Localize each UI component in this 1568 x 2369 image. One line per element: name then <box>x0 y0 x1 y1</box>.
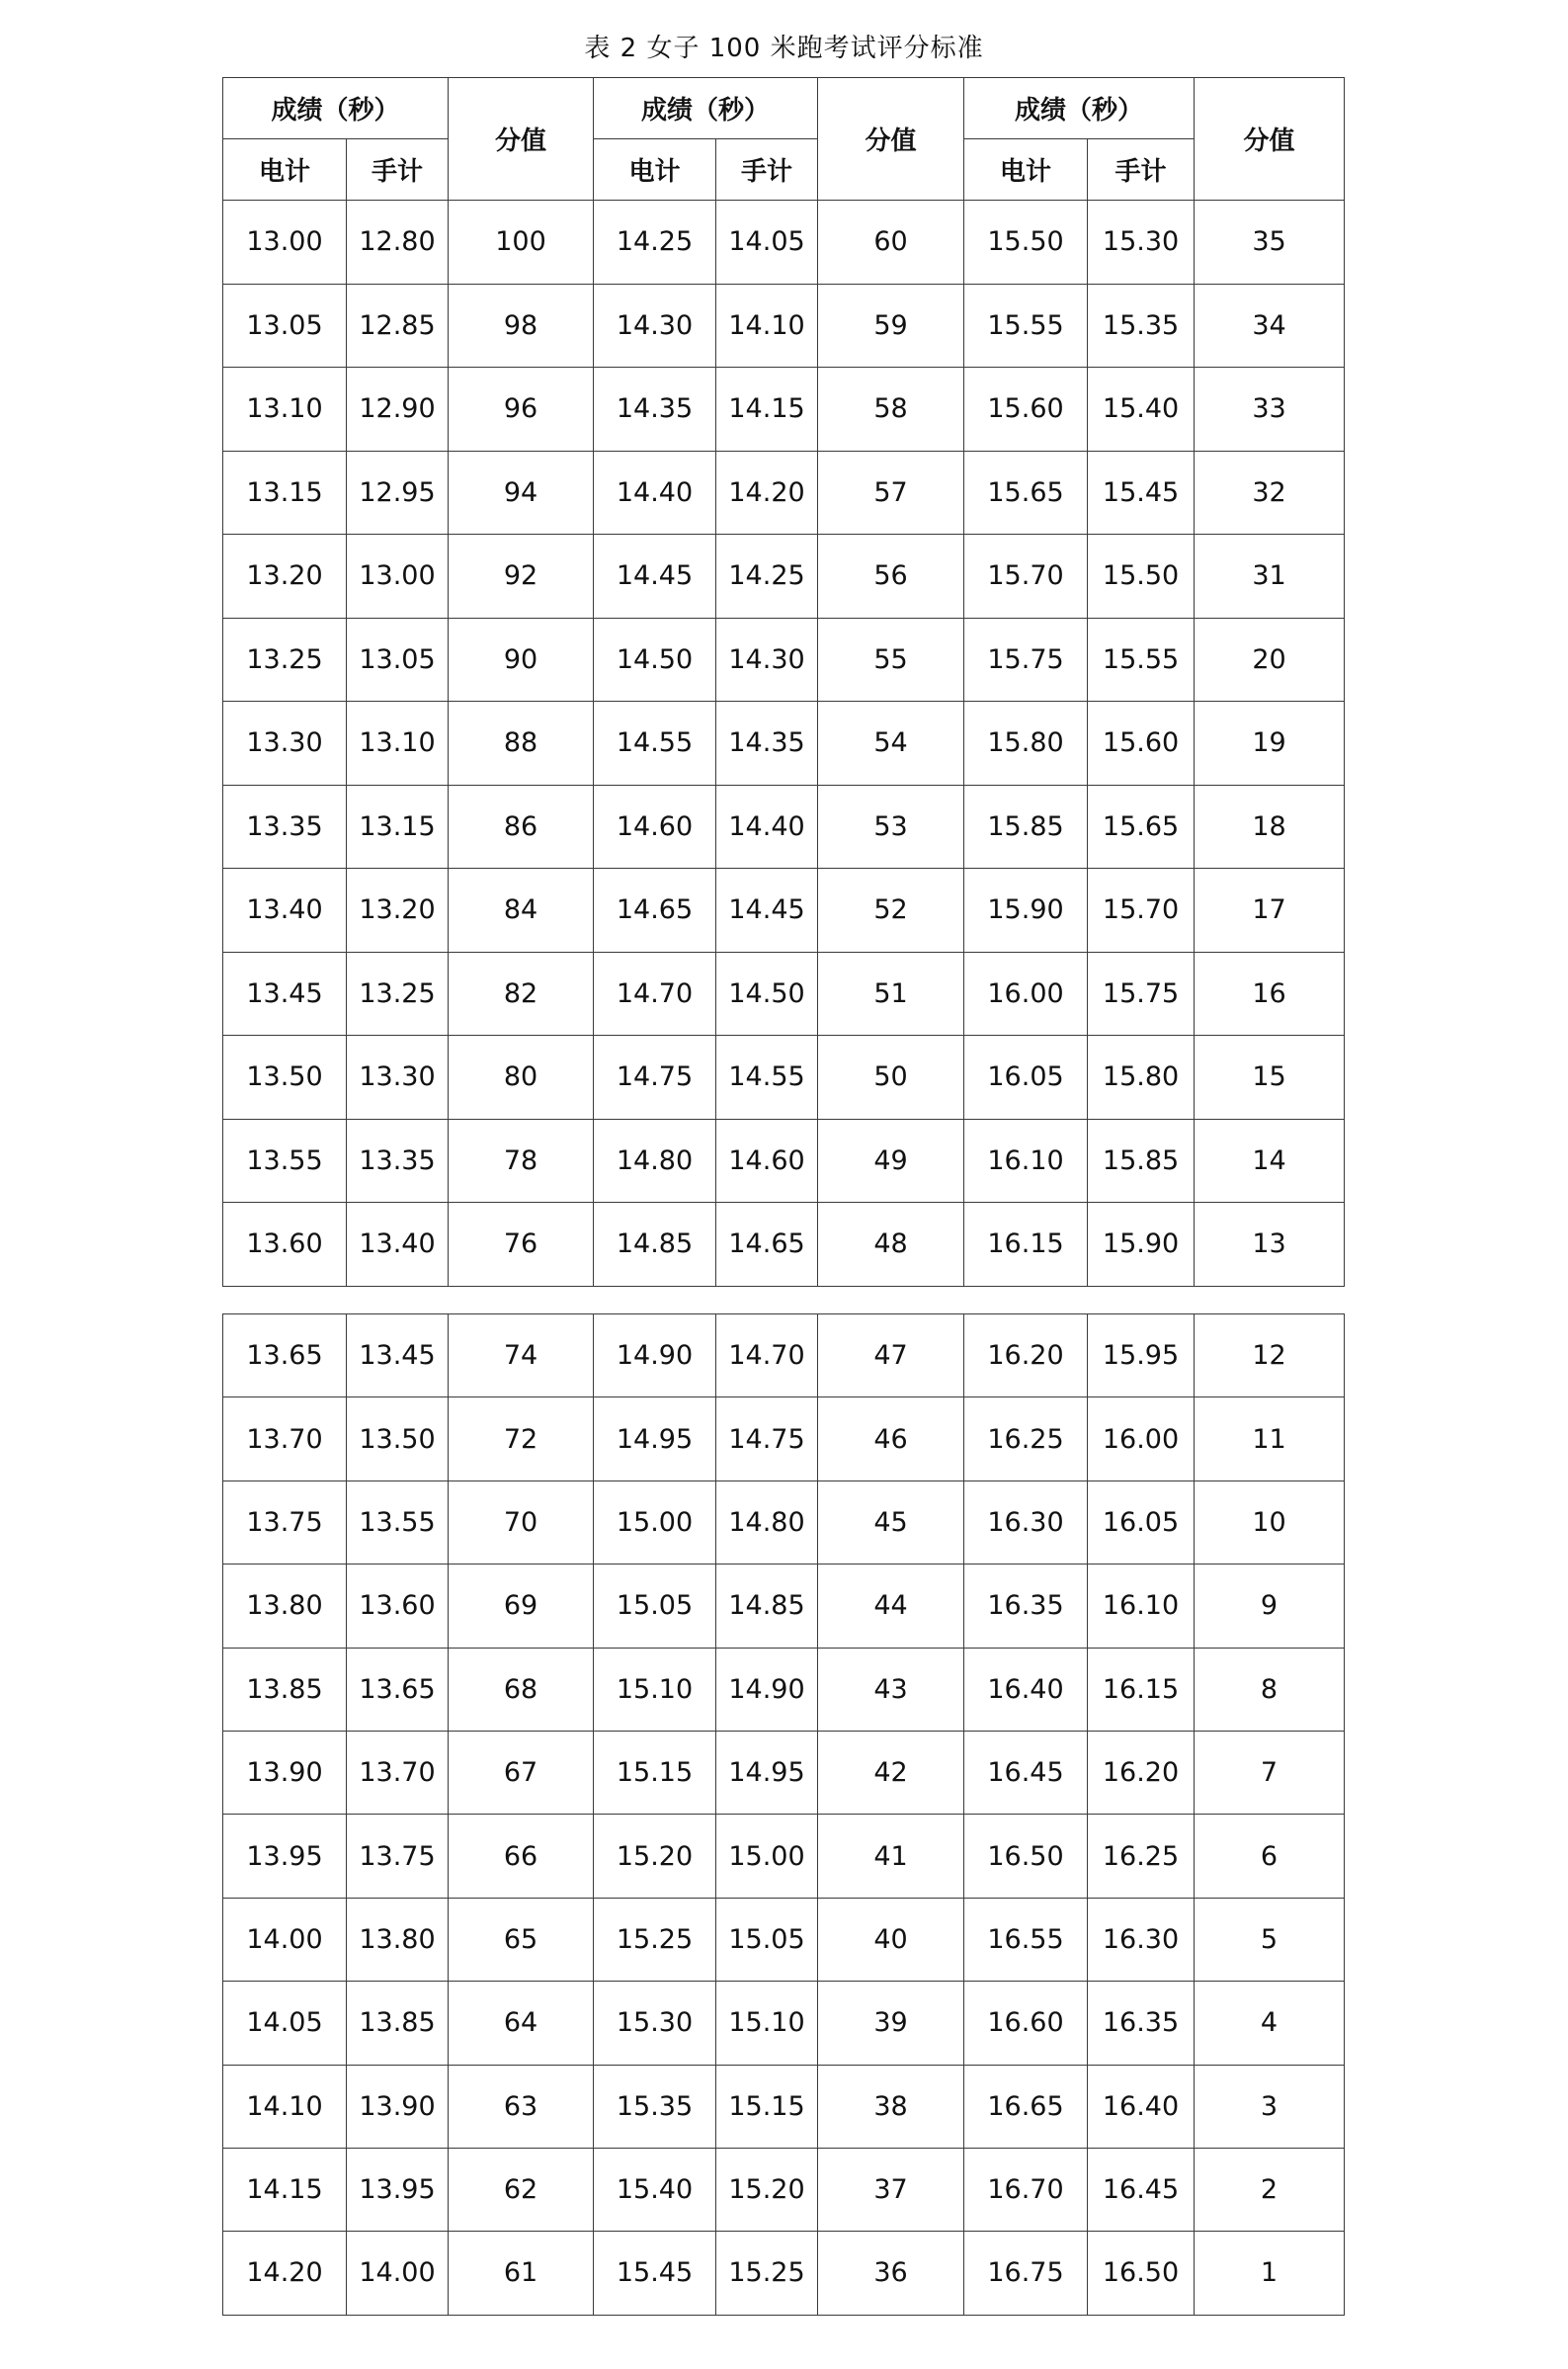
score-cell: 100 <box>449 201 594 285</box>
score-cell: 39 <box>818 1982 964 2065</box>
score-cell: 69 <box>449 1565 594 1648</box>
manual-time-cell: 15.65 <box>1088 785 1195 869</box>
manual-time-cell: 14.20 <box>716 451 818 535</box>
score-header: 分值 <box>818 78 964 201</box>
table-row <box>223 1731 1345 1814</box>
electronic-time-cell: 14.85 <box>594 1203 716 1287</box>
score-cell: 70 <box>449 1481 594 1564</box>
score-cell: 38 <box>818 2065 964 2148</box>
score-cell: 62 <box>449 2148 594 2231</box>
electronic-time-cell: 14.80 <box>594 1119 716 1203</box>
electronic-time-cell: 14.05 <box>223 1982 347 2065</box>
table-row <box>223 1481 1345 1564</box>
table-title: 表 2 女子 100 米跑考试评分标准 <box>584 34 984 63</box>
table-row <box>223 1898 1345 1981</box>
score-cell: 11 <box>1195 1397 1345 1481</box>
electronic-time-cell: 13.15 <box>223 451 347 535</box>
manual-time-cell: 16.30 <box>1088 1898 1195 1981</box>
manual-time-cell: 15.70 <box>1088 869 1195 953</box>
electronic-time-cell: 16.45 <box>964 1731 1088 1814</box>
manual-time-cell: 14.35 <box>716 702 818 786</box>
manual-time-cell: 13.25 <box>347 952 449 1036</box>
score-cell: 58 <box>818 368 964 452</box>
electronic-time-cell: 14.65 <box>594 869 716 953</box>
electronic-time-cell: 13.55 <box>223 1119 347 1203</box>
manual-time-cell: 15.85 <box>1088 1119 1195 1203</box>
electronic-time-cell: 16.75 <box>964 2232 1088 2315</box>
manual-time-cell: 13.30 <box>347 1036 449 1120</box>
score-cell: 19 <box>1195 702 1345 786</box>
score-cell: 32 <box>1195 451 1345 535</box>
electronic-time-cell: 13.75 <box>223 1481 347 1564</box>
score-header: 分值 <box>1195 78 1345 201</box>
electronic-time-cell: 14.60 <box>594 785 716 869</box>
score-cell: 4 <box>1195 1982 1345 2065</box>
table-row <box>223 1203 1345 1287</box>
table-row <box>223 952 1345 1036</box>
manual-time-cell: 14.60 <box>716 1119 818 1203</box>
manual-time-cell: 13.65 <box>347 1648 449 1731</box>
electronic-time-cell: 16.00 <box>964 952 1088 1036</box>
manual-time-cell: 12.95 <box>347 451 449 535</box>
score-cell: 84 <box>449 869 594 953</box>
score-cell: 88 <box>449 702 594 786</box>
electronic-time-cell: 13.35 <box>223 785 347 869</box>
electronic-time-cell: 15.10 <box>594 1648 716 1731</box>
electronic-time-cell: 14.30 <box>594 284 716 368</box>
score-table-top <box>222 77 1345 1287</box>
table-row <box>223 451 1345 535</box>
table-row <box>223 1119 1345 1203</box>
manual-time-cell: 13.15 <box>347 785 449 869</box>
score-cell: 64 <box>449 1982 594 2065</box>
table-row <box>223 1648 1345 1731</box>
score-cell: 34 <box>1195 284 1345 368</box>
manual-time-cell: 15.95 <box>1088 1314 1195 1397</box>
electronic-time-cell: 13.30 <box>223 702 347 786</box>
manual-time-cell: 16.50 <box>1088 2232 1195 2315</box>
electronic-time-cell: 15.20 <box>594 1815 716 1898</box>
score-cell: 15 <box>1195 1036 1345 1120</box>
manual-time-cell: 14.50 <box>716 952 818 1036</box>
score-cell: 33 <box>1195 368 1345 452</box>
electronic-time-cell: 16.05 <box>964 1036 1088 1120</box>
score-cell: 31 <box>1195 535 1345 619</box>
score-cell: 51 <box>818 952 964 1036</box>
electronic-time-cell: 13.80 <box>223 1565 347 1648</box>
score-cell: 20 <box>1195 618 1345 702</box>
manual-time-cell: 15.35 <box>1088 284 1195 368</box>
score-cell: 45 <box>818 1481 964 1564</box>
manual-time-header: 手计 <box>347 139 449 201</box>
manual-time-cell: 16.45 <box>1088 2148 1195 2231</box>
score-cell: 18 <box>1195 785 1345 869</box>
manual-time-cell: 14.70 <box>716 1314 818 1397</box>
electronic-time-cell: 15.30 <box>594 1982 716 2065</box>
result-header: 成绩（秒） <box>223 78 449 139</box>
electronic-time-cell: 13.95 <box>223 1815 347 1898</box>
score-cell: 44 <box>818 1565 964 1648</box>
manual-time-header: 手计 <box>716 139 818 201</box>
electronic-time-cell: 15.70 <box>964 535 1088 619</box>
score-cell: 10 <box>1195 1481 1345 1564</box>
manual-time-cell: 15.25 <box>716 2232 818 2315</box>
manual-time-cell: 15.75 <box>1088 952 1195 1036</box>
electronic-time-cell: 16.50 <box>964 1815 1088 1898</box>
score-cell: 76 <box>449 1203 594 1287</box>
score-cell: 17 <box>1195 869 1345 953</box>
electronic-time-cell: 14.90 <box>594 1314 716 1397</box>
electronic-time-cell: 16.70 <box>964 2148 1088 2231</box>
score-cell: 16 <box>1195 952 1345 1036</box>
electronic-time-cell: 13.10 <box>223 368 347 452</box>
electronic-time-header: 电计 <box>964 139 1088 201</box>
score-cell: 94 <box>449 451 594 535</box>
manual-time-cell: 15.10 <box>716 1982 818 2065</box>
manual-time-cell: 14.00 <box>347 2232 449 2315</box>
electronic-time-cell: 13.50 <box>223 1036 347 1120</box>
table-row <box>223 702 1345 786</box>
electronic-time-cell: 16.10 <box>964 1119 1088 1203</box>
manual-time-cell: 14.65 <box>716 1203 818 1287</box>
manual-time-cell: 12.80 <box>347 201 449 285</box>
electronic-time-cell: 15.80 <box>964 702 1088 786</box>
manual-time-cell: 13.95 <box>347 2148 449 2231</box>
manual-time-cell: 15.50 <box>1088 535 1195 619</box>
electronic-time-cell: 15.90 <box>964 869 1088 953</box>
score-cell: 90 <box>449 618 594 702</box>
manual-time-cell: 14.75 <box>716 1397 818 1481</box>
manual-time-cell: 14.95 <box>716 1731 818 1814</box>
electronic-time-cell: 15.60 <box>964 368 1088 452</box>
score-cell: 42 <box>818 1731 964 1814</box>
electronic-time-header: 电计 <box>594 139 716 201</box>
electronic-time-cell: 15.65 <box>964 451 1088 535</box>
score-cell: 78 <box>449 1119 594 1203</box>
manual-time-cell: 15.30 <box>1088 201 1195 285</box>
table-row <box>223 1565 1345 1648</box>
score-cell: 1 <box>1195 2232 1345 2315</box>
manual-time-cell: 14.55 <box>716 1036 818 1120</box>
score-cell: 2 <box>1195 2148 1345 2231</box>
score-cell: 14 <box>1195 1119 1345 1203</box>
score-cell: 57 <box>818 451 964 535</box>
electronic-time-cell: 15.00 <box>594 1481 716 1564</box>
table-row <box>223 2232 1345 2315</box>
score-cell: 12 <box>1195 1314 1345 1397</box>
manual-time-cell: 16.40 <box>1088 2065 1195 2148</box>
electronic-time-cell: 14.50 <box>594 618 716 702</box>
table-row <box>223 1314 1345 1397</box>
electronic-time-cell: 13.60 <box>223 1203 347 1287</box>
score-cell: 72 <box>449 1397 594 1481</box>
manual-time-cell: 12.90 <box>347 368 449 452</box>
score-cell: 37 <box>818 2148 964 2231</box>
table-row <box>223 785 1345 869</box>
manual-time-cell: 13.85 <box>347 1982 449 2065</box>
electronic-time-cell: 16.25 <box>964 1397 1088 1481</box>
electronic-time-cell: 14.00 <box>223 1898 347 1981</box>
table-row <box>223 1036 1345 1120</box>
manual-time-cell: 16.00 <box>1088 1397 1195 1481</box>
manual-time-cell: 16.25 <box>1088 1815 1195 1898</box>
table-row <box>223 869 1345 953</box>
score-cell: 86 <box>449 785 594 869</box>
score-cell: 60 <box>818 201 964 285</box>
electronic-time-cell: 14.75 <box>594 1036 716 1120</box>
electronic-time-cell: 15.35 <box>594 2065 716 2148</box>
manual-time-cell: 16.15 <box>1088 1648 1195 1731</box>
score-cell: 8 <box>1195 1648 1345 1731</box>
manual-time-cell: 13.20 <box>347 869 449 953</box>
score-cell: 41 <box>818 1815 964 1898</box>
electronic-time-cell: 15.85 <box>964 785 1088 869</box>
score-cell: 80 <box>449 1036 594 1120</box>
manual-time-cell: 15.55 <box>1088 618 1195 702</box>
score-cell: 61 <box>449 2232 594 2315</box>
table-row <box>223 201 1345 285</box>
score-cell: 35 <box>1195 201 1345 285</box>
electronic-time-cell: 14.20 <box>223 2232 347 2315</box>
score-cell: 53 <box>818 785 964 869</box>
score-cell: 3 <box>1195 2065 1345 2148</box>
score-cell: 98 <box>449 284 594 368</box>
score-cell: 48 <box>818 1203 964 1287</box>
manual-time-cell: 15.20 <box>716 2148 818 2231</box>
manual-time-cell: 13.10 <box>347 702 449 786</box>
electronic-time-cell: 13.45 <box>223 952 347 1036</box>
score-cell: 63 <box>449 2065 594 2148</box>
electronic-time-cell: 13.00 <box>223 201 347 285</box>
manual-time-cell: 14.85 <box>716 1565 818 1648</box>
manual-time-header: 手计 <box>1088 139 1195 201</box>
electronic-time-cell: 14.45 <box>594 535 716 619</box>
electronic-time-cell: 15.50 <box>964 201 1088 285</box>
manual-time-cell: 12.85 <box>347 284 449 368</box>
manual-time-cell: 14.30 <box>716 618 818 702</box>
electronic-time-cell: 16.35 <box>964 1565 1088 1648</box>
score-cell: 55 <box>818 618 964 702</box>
manual-time-cell: 13.50 <box>347 1397 449 1481</box>
manual-time-cell: 13.75 <box>347 1815 449 1898</box>
electronic-time-cell: 15.15 <box>594 1731 716 1814</box>
manual-time-cell: 16.05 <box>1088 1481 1195 1564</box>
manual-time-cell: 14.15 <box>716 368 818 452</box>
manual-time-cell: 15.80 <box>1088 1036 1195 1120</box>
manual-time-cell: 15.90 <box>1088 1203 1195 1287</box>
electronic-time-cell: 15.05 <box>594 1565 716 1648</box>
manual-time-cell: 14.10 <box>716 284 818 368</box>
result-header: 成绩（秒） <box>594 78 818 139</box>
score-cell: 40 <box>818 1898 964 1981</box>
manual-time-cell: 13.45 <box>347 1314 449 1397</box>
result-header: 成绩（秒） <box>964 78 1195 139</box>
score-cell: 65 <box>449 1898 594 1981</box>
electronic-time-cell: 16.60 <box>964 1982 1088 2065</box>
table-bottom-body <box>223 1314 1345 2316</box>
electronic-time-header: 电计 <box>223 139 347 201</box>
manual-time-cell: 13.35 <box>347 1119 449 1203</box>
manual-time-cell: 13.00 <box>347 535 449 619</box>
score-cell: 49 <box>818 1119 964 1203</box>
header-row-2 <box>223 139 1345 201</box>
table-row <box>223 284 1345 368</box>
electronic-time-cell: 13.70 <box>223 1397 347 1481</box>
score-cell: 66 <box>449 1815 594 1898</box>
score-header: 分值 <box>449 78 594 201</box>
manual-time-cell: 14.40 <box>716 785 818 869</box>
electronic-time-cell: 14.10 <box>223 2065 347 2148</box>
manual-time-cell: 13.05 <box>347 618 449 702</box>
manual-time-cell: 13.60 <box>347 1565 449 1648</box>
electronic-time-cell: 16.20 <box>964 1314 1088 1397</box>
score-cell: 13 <box>1195 1203 1345 1287</box>
electronic-time-cell: 16.65 <box>964 2065 1088 2148</box>
manual-time-cell: 15.60 <box>1088 702 1195 786</box>
electronic-time-cell: 13.40 <box>223 869 347 953</box>
electronic-time-cell: 14.70 <box>594 952 716 1036</box>
electronic-time-cell: 14.40 <box>594 451 716 535</box>
manual-time-cell: 13.40 <box>347 1203 449 1287</box>
table-row <box>223 2148 1345 2231</box>
manual-time-cell: 14.90 <box>716 1648 818 1731</box>
manual-time-cell: 14.05 <box>716 201 818 285</box>
electronic-time-cell: 13.65 <box>223 1314 347 1397</box>
table-row <box>223 368 1345 452</box>
score-cell: 56 <box>818 535 964 619</box>
manual-time-cell: 14.80 <box>716 1481 818 1564</box>
electronic-time-cell: 15.40 <box>594 2148 716 2231</box>
score-cell: 7 <box>1195 1731 1345 1814</box>
manual-time-cell: 16.35 <box>1088 1982 1195 2065</box>
manual-time-cell: 14.25 <box>716 535 818 619</box>
score-cell: 43 <box>818 1648 964 1731</box>
electronic-time-cell: 14.95 <box>594 1397 716 1481</box>
score-cell: 36 <box>818 2232 964 2315</box>
score-cell: 68 <box>449 1648 594 1731</box>
electronic-time-cell: 14.35 <box>594 368 716 452</box>
table-row <box>223 618 1345 702</box>
score-cell: 82 <box>449 952 594 1036</box>
score-table-bottom <box>222 1313 1345 2316</box>
table-row <box>223 1815 1345 1898</box>
manual-time-cell: 16.10 <box>1088 1565 1195 1648</box>
electronic-time-cell: 16.15 <box>964 1203 1088 1287</box>
score-cell: 92 <box>449 535 594 619</box>
electronic-time-cell: 13.20 <box>223 535 347 619</box>
electronic-time-cell: 13.85 <box>223 1648 347 1731</box>
manual-time-cell: 13.55 <box>347 1481 449 1564</box>
manual-time-cell: 16.20 <box>1088 1731 1195 1814</box>
score-cell: 52 <box>818 869 964 953</box>
electronic-time-cell: 16.55 <box>964 1898 1088 1981</box>
electronic-time-cell: 14.25 <box>594 201 716 285</box>
electronic-time-cell: 15.25 <box>594 1898 716 1981</box>
manual-time-cell: 13.90 <box>347 2065 449 2148</box>
score-cell: 74 <box>449 1314 594 1397</box>
electronic-time-cell: 13.25 <box>223 618 347 702</box>
manual-time-cell: 15.00 <box>716 1815 818 1898</box>
electronic-time-cell: 13.05 <box>223 284 347 368</box>
electronic-time-cell: 14.15 <box>223 2148 347 2231</box>
score-cell: 46 <box>818 1397 964 1481</box>
table-row <box>223 1982 1345 2065</box>
score-cell: 67 <box>449 1731 594 1814</box>
manual-time-cell: 15.15 <box>716 2065 818 2148</box>
table-row <box>223 2065 1345 2148</box>
score-cell: 50 <box>818 1036 964 1120</box>
table-row <box>223 535 1345 619</box>
electronic-time-cell: 16.30 <box>964 1481 1088 1564</box>
electronic-time-cell: 15.75 <box>964 618 1088 702</box>
manual-time-cell: 13.80 <box>347 1898 449 1981</box>
score-cell: 5 <box>1195 1898 1345 1981</box>
electronic-time-cell: 15.45 <box>594 2232 716 2315</box>
score-cell: 54 <box>818 702 964 786</box>
manual-time-cell: 15.05 <box>716 1898 818 1981</box>
header-row-1 <box>223 78 1345 139</box>
table-top-body <box>223 201 1345 1287</box>
electronic-time-cell: 13.90 <box>223 1731 347 1814</box>
score-cell: 6 <box>1195 1815 1345 1898</box>
score-cell: 47 <box>818 1314 964 1397</box>
table-row <box>223 1397 1345 1481</box>
manual-time-cell: 15.45 <box>1088 451 1195 535</box>
manual-time-cell: 15.40 <box>1088 368 1195 452</box>
manual-time-cell: 13.70 <box>347 1731 449 1814</box>
electronic-time-cell: 15.55 <box>964 284 1088 368</box>
manual-time-cell: 14.45 <box>716 869 818 953</box>
score-cell: 59 <box>818 284 964 368</box>
score-cell: 96 <box>449 368 594 452</box>
score-cell: 9 <box>1195 1565 1345 1648</box>
electronic-time-cell: 16.40 <box>964 1648 1088 1731</box>
electronic-time-cell: 14.55 <box>594 702 716 786</box>
